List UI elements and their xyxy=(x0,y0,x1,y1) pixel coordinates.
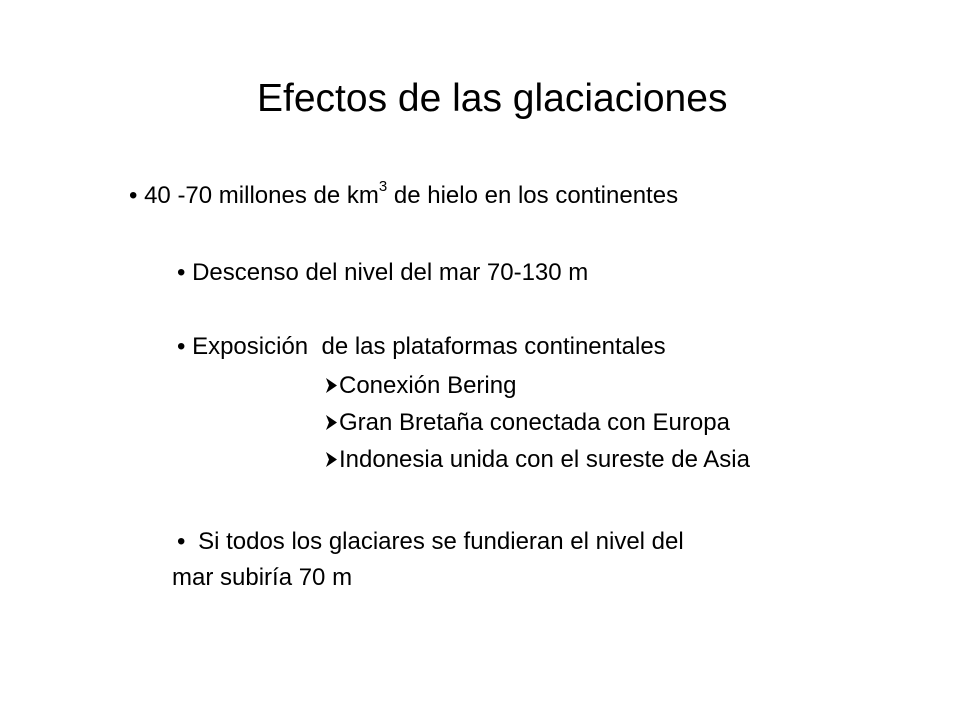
bullet-item-ice-volume xyxy=(129,178,679,211)
arrowhead-bullet-icon xyxy=(325,451,338,468)
sub-item-text: Indonesia unida con el sureste de Asia xyxy=(339,446,750,473)
bullet-item-shelf-exposure xyxy=(177,332,666,362)
arrowhead-bullet-icon xyxy=(325,414,338,431)
bullet-text: mar subiría 70 m xyxy=(172,564,353,591)
arrowhead-bullet-icon xyxy=(325,377,338,394)
bullet-text: Exposición de las plataformas continentales xyxy=(192,333,666,360)
sub-item-text: Gran Bretaña conectada con Europa xyxy=(339,409,730,436)
slide-title: Efectos de las glaciaciones xyxy=(257,77,728,120)
bullet-marker: • xyxy=(177,333,186,360)
bullet-text: de hielo en los continentes xyxy=(387,182,679,209)
sub-item-indonesia xyxy=(325,445,750,475)
bullet-item-glacier-melt-continuation xyxy=(172,563,352,593)
bullet-item-sea-level-drop xyxy=(177,258,588,288)
sub-item-text: Conexión Bering xyxy=(339,372,517,399)
bullet-text: Descenso del nivel del mar 70-130 m xyxy=(192,259,589,286)
bullet-text: 40 -70 millones de km xyxy=(144,182,379,209)
bullet-text: Si todos los glaciares se fundieran el nivel del xyxy=(198,528,684,555)
superscript: 3 xyxy=(378,178,388,195)
sub-item-britain xyxy=(325,408,730,438)
bullet-item-glacier-melt xyxy=(177,527,684,557)
bullet-marker: • xyxy=(129,182,138,209)
bullet-marker: • xyxy=(177,259,186,286)
sub-item-bering xyxy=(325,371,516,401)
bullet-marker: • xyxy=(177,528,186,555)
